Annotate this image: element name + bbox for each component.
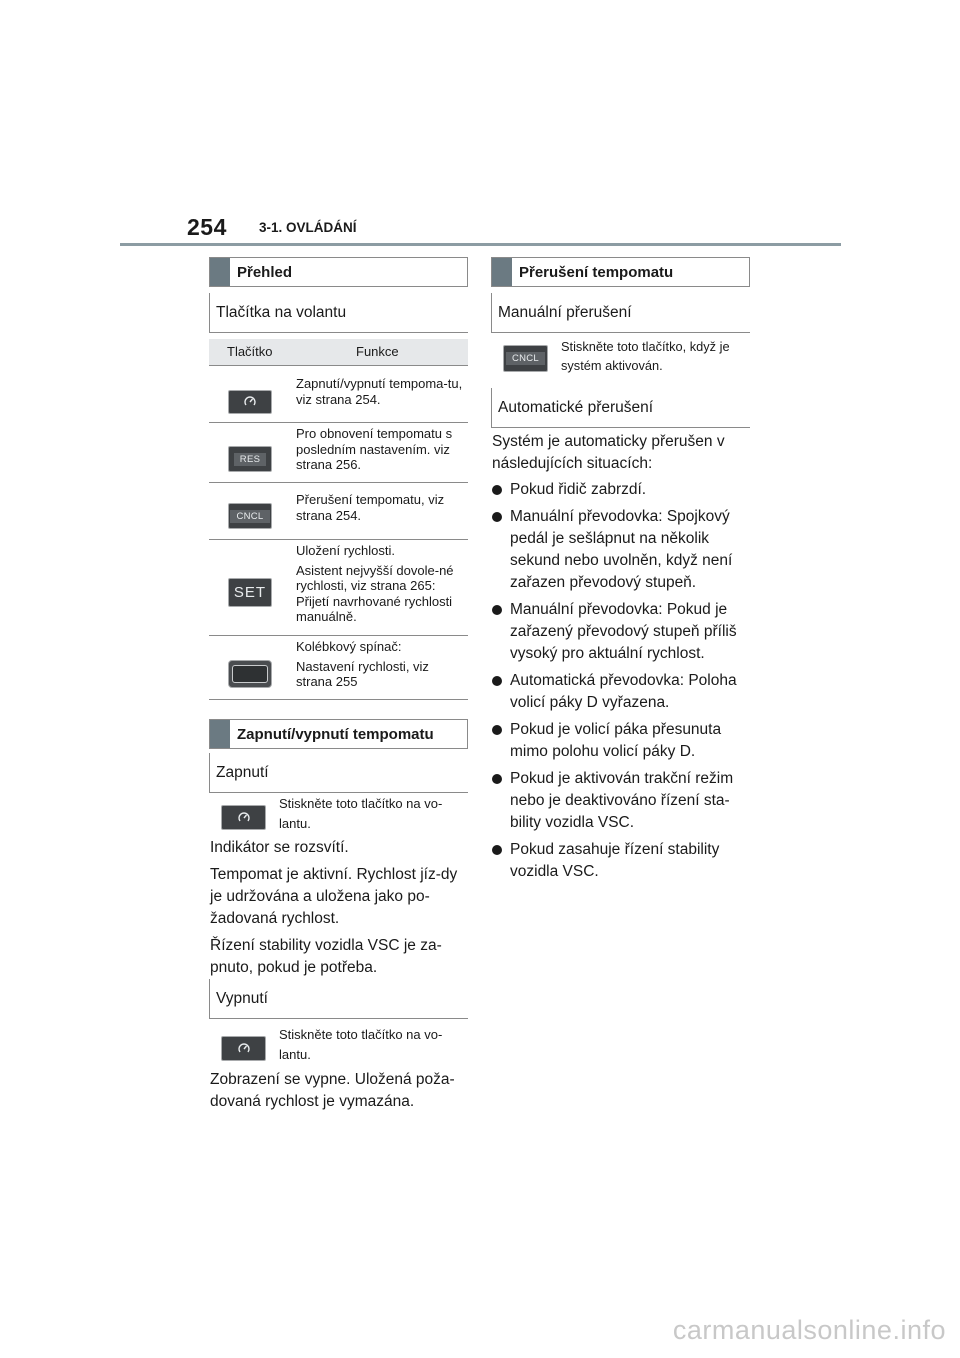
paragraph: Zobrazení se vypne. Uložená poža-dovaná rychlost je vymazána. (210, 1071, 455, 1110)
section-heading-on-off (209, 719, 468, 749)
table-row (209, 483, 468, 540)
cruise-toggle-icon (228, 390, 272, 414)
list-item: Pokud je volicí páka přesunuta mimo polohu volicí páky D. (492, 719, 754, 763)
column-header-button: Tlačítko (227, 344, 273, 359)
list-item: Pokud zasahuje řízení stability vozidla VSC. (492, 839, 754, 883)
instruction-note: Stiskněte toto tlačítko, když je systém aktivován. (561, 339, 730, 373)
paragraph: Tempomat je aktivní. Rychlost jíz-dy je udržována a uložena jako po-žadovaná rychlost. (210, 866, 458, 927)
column-header-function: Funkce (356, 344, 399, 359)
function-description (296, 426, 466, 477)
set-button (228, 578, 272, 607)
function-description (296, 543, 466, 629)
section-heading-text: Přehled (237, 263, 293, 281)
function-description (296, 492, 466, 527)
table-row (209, 423, 468, 483)
subheading-automatic (491, 388, 750, 428)
cncl-button (503, 345, 548, 372)
button-label: SET (233, 584, 267, 601)
section-marker (210, 720, 230, 748)
bullet-list-container (492, 479, 754, 888)
subheading-manual (491, 293, 750, 333)
function-text: Kolébkový spínač: (296, 639, 402, 654)
res-button (228, 446, 272, 472)
list-item: Automatická převodovka: Poloha volicí páky D vyřazena. (492, 670, 754, 714)
button-label: CNCL (230, 510, 269, 523)
subheading-text: Automatické přerušení (498, 398, 654, 416)
automatic-intro (492, 431, 752, 480)
button-label: RES (234, 453, 266, 466)
paragraph: Systém je automaticky přerušen v následujících situacích: (492, 433, 725, 472)
paragraph: Indikátor se rozsvítí. (210, 839, 349, 856)
section-heading-interruption (491, 257, 750, 287)
body-paragraphs-on (210, 837, 470, 984)
header-divider (120, 243, 841, 246)
section-heading-text: Zapnutí/vypnutí tempomatu (237, 725, 434, 743)
subheading-text: Zapnutí (216, 763, 269, 781)
function-text: Zapnutí/vypnutí tempoma-tu, viz strana 254. (296, 376, 463, 407)
cruise-toggle-icon (221, 805, 266, 830)
watermark-logo: carmanualsonline.info (672, 1315, 946, 1345)
function-text: Uložení rychlosti. (296, 543, 395, 558)
function-description (296, 376, 466, 411)
subheading-text: Vypnutí (216, 989, 268, 1007)
instruction-note: Stiskněte toto tlačítko na vo-lantu. (279, 796, 443, 831)
subheading-steering-buttons (209, 293, 468, 333)
list-item: Pokud je aktivován trakční režim nebo je deaktivováno řízení sta-bility vozidla VSC. (492, 768, 754, 834)
paragraph: Řízení stability vozidla VSC je za-pnuto, pokud je potřeba. (210, 937, 442, 976)
body-paragraph-off (210, 1069, 470, 1118)
table-row (209, 366, 468, 423)
button-label: CNCL (506, 352, 545, 365)
section-heading-text: Přerušení tempomatu (519, 263, 674, 281)
bullet-list (492, 479, 754, 883)
subheading-text: Tlačítka na volantu (216, 303, 347, 321)
function-text: Pro obnovení tempomatu s posledním nastavením. viz strana 256. (296, 426, 453, 472)
cncl-button (228, 503, 272, 529)
table-header (209, 339, 468, 366)
rocker-switch-icon (232, 665, 268, 683)
table-row (209, 636, 468, 700)
list-item: Manuální převodovka: Pokud je zařazený převodový stupeň příliš vysoký pro aktuální rychlost. (492, 599, 754, 665)
subheading-text: Manuální přerušení (498, 303, 632, 321)
list-item: Manuální převodovka: Spojkový pedál je sešlápnut na několik sekund nebo uvolněn, když není zařazen převodový stupeň. (492, 506, 754, 594)
rocker-switch (228, 660, 272, 688)
function-text: Nastavení rychlosti, viz strana 255 (296, 658, 429, 689)
cruise-toggle-icon (221, 1036, 266, 1061)
function-text: Asistent nejvyšší dovole-né rychlosti, viz strana 265: Přijetí navrhované rychlosti manuálně. (296, 562, 454, 624)
function-text: Přerušení tempomatu, viz strana 254. (296, 492, 445, 523)
list-item: Pokud řidič zabrzdí. (492, 479, 754, 501)
chapter-title: 3-1. OVLÁDÁNÍ (259, 220, 357, 235)
subheading-on (209, 753, 468, 793)
subheading-off (209, 979, 468, 1019)
instruction-note: Stiskněte toto tlačítko na vo-lantu. (279, 1027, 443, 1062)
section-heading-overview (209, 257, 468, 287)
table-row (209, 540, 468, 636)
section-marker (210, 258, 230, 286)
function-description (296, 639, 466, 694)
section-marker (492, 258, 512, 286)
page-number: 254 (187, 214, 227, 240)
